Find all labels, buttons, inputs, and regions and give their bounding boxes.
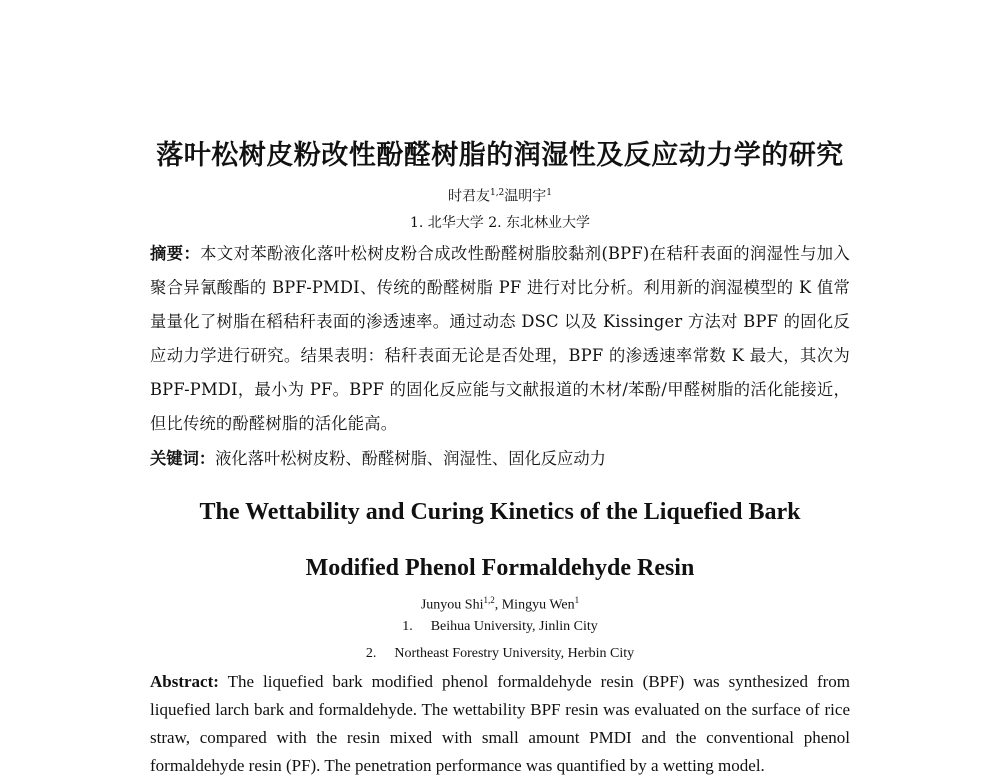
- chinese-affiliations: 1. 北华大学 2. 东北林业大学: [409, 215, 591, 231]
- chinese-abstract-label: 摘要：: [150, 244, 201, 263]
- english-author-1: Junyou Shi: [420, 597, 484, 613]
- english-affiliation-1: [0, 617, 1000, 637]
- english-affiliation-2-number: 2.: [365, 646, 377, 661]
- english-title-line-1: The Wettability and Curing Kinetics of the Liquefied Bark: [199, 499, 801, 525]
- chinese-author-1-affiliation-mark: 1,2: [489, 188, 505, 198]
- chinese-abstract-text: 本文对苯酚液化落叶松树皮粉合成改性酚醛树脂胶黏剂(BPF)在秸秆表面的润湿性与加入聚合异氰酸酯的 BPF-PMDI、传统的酚醛树脂 PF 进行对比分析。利用新的润湿模型的 K 值常量量化了树脂在稻秸秆表面的渗透速率。通过动态 DSC 以及 Kissinger 方法对 BPF 的固化反应动力学进行研究。结果表明：秸秆表面无论是否处理，BPF 的渗透速率常数 K 最大，其次为 BPF-PMDI，最小为 PF。BPF 的固化反应能与文献报道的木材/苯酚/甲醛树脂的活化能接近，但比传统的酚醛树脂的活化能高。: [150, 244, 851, 433]
- chinese-author-2-affiliation-mark: 1: [546, 188, 553, 198]
- english-affiliation-2-text: Northeast Forestry University, Herbin City: [394, 646, 635, 661]
- chinese-keywords: [150, 444, 850, 474]
- chinese-authors: [0, 183, 1000, 207]
- english-abstract-text: The liquefied bark modified phenol formaldehyde resin (BPF) was synthesized from liquefied larch bark and formaldehyde. The wettability BPF resin was evaluated on the surface of rice straw, compared with the resin mixed with small amount PMDI and the conventional phenol formaldehyde resin (PF). The penetration performance was quantified by a wetting model.: [150, 672, 850, 775]
- chinese-title: 落叶松树皮粉改性酚醛树脂的润湿性及反应动力学的研究: [156, 140, 844, 171]
- chinese-author-1: 时君友: [447, 188, 490, 205]
- english-abstract: [150, 668, 850, 780]
- chinese-keywords-label: 关键词：: [150, 449, 216, 468]
- english-author-1-affiliation-mark: 1,2: [483, 595, 495, 605]
- english-title-line-2: Modified Phenol Formaldehyde Resin: [305, 555, 695, 581]
- english-author-2: Mingyu Wen: [501, 597, 575, 613]
- english-affiliation-1-text: Beihua University, Jinlin City: [430, 619, 598, 634]
- chinese-abstract: [150, 237, 850, 441]
- english-abstract-label: Abstract:: [150, 672, 219, 691]
- english-author-2-affiliation-mark: 1: [574, 595, 580, 605]
- chinese-keywords-text: 液化落叶松树皮粉、酚醛树脂、润湿性、固化反应动力: [215, 449, 606, 468]
- english-title: [0, 484, 1000, 596]
- english-authors: Junyou Shi$^{1,2}$, Mingyu Wen$^1$: [420, 595, 580, 613]
- english-affiliation-1-number: 1.: [402, 619, 413, 634]
- chinese-author-2: 温明宇: [504, 188, 547, 205]
- english-affiliation-2: [0, 644, 1000, 664]
